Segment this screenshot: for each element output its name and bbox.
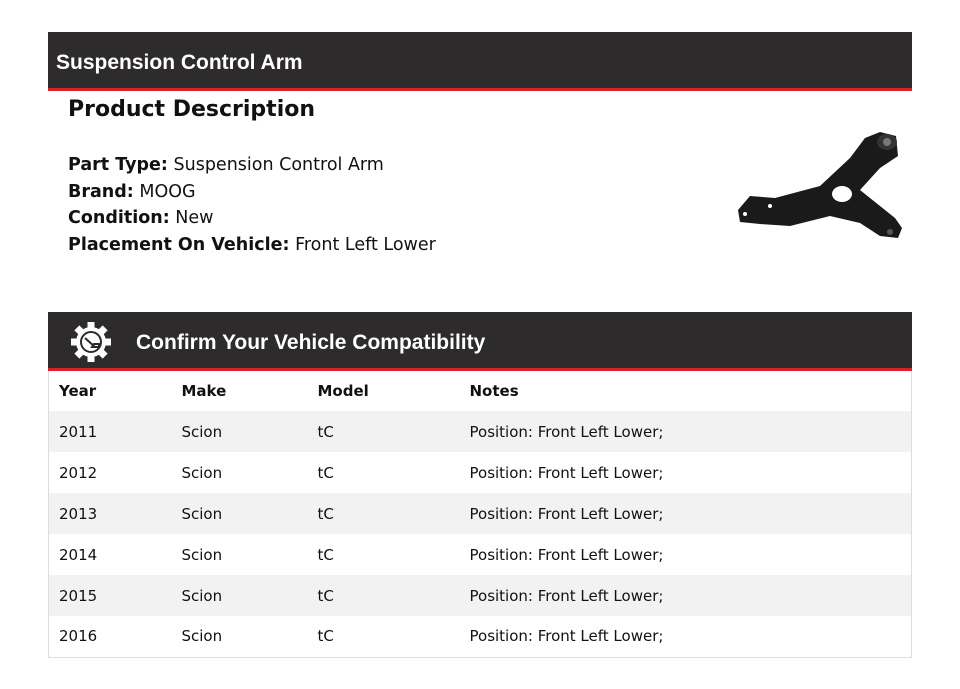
cell-model: tC [317,422,334,441]
cell-make: Scion [181,545,223,564]
cell-year: 2015 [59,586,98,605]
field-part-type [68,152,436,179]
cell-year: 2014 [59,545,98,564]
cell-model: tC [317,463,334,482]
cell-year: 2012 [59,463,98,482]
field-value: MOOG [139,181,196,202]
cell-notes: Position: Front Left Lower; [469,545,664,564]
control-arm-image [730,128,910,243]
cell-year: 2011 [59,422,98,441]
field-label: Condition: [68,208,170,228]
table-row [49,493,912,534]
gear-icon [70,321,112,363]
title-bar [48,32,912,91]
cell-model: tC [317,545,334,564]
table-row [49,616,912,657]
column-header-notes: Notes [469,382,519,400]
field-label: Placement On Vehicle: [68,234,290,255]
cell-make: Scion [181,463,223,482]
table-row [49,452,912,493]
field-condition [68,205,436,232]
column-header-year: Year [59,382,97,400]
cell-model: tC [317,627,334,646]
column-header-model: Model [317,382,369,400]
cell-model: tC [317,586,334,605]
table-row [49,534,912,575]
compatibility-table [48,371,912,658]
cell-notes: Position: Front Left Lower; [469,586,664,605]
cell-notes: Position: Front Left Lower; [469,463,664,482]
cell-make: Scion [181,586,223,605]
field-value: Front Left Lower [295,234,436,255]
cell-year: 2013 [59,504,98,523]
cell-notes: Position: Front Left Lower; [469,504,664,523]
column-header-make: Make [181,382,227,400]
compatibility-title: Confirm Your Vehicle Compatibility [136,331,486,354]
table-row [49,411,912,452]
field-value: New [175,208,214,228]
cell-make: Scion [181,504,223,523]
field-placement [68,232,436,259]
field-brand [68,179,436,206]
cell-make: Scion [181,627,223,646]
product-title: Suspension Control Arm [56,51,303,74]
field-label: Part Type: [68,155,168,175]
cell-make: Scion [181,422,223,441]
field-value: Suspension Control Arm [173,155,384,175]
section-heading: Product Description [68,97,316,122]
cell-model: tC [317,504,334,523]
table-header-row [49,371,912,411]
product-description [68,152,436,258]
cell-year: 2016 [59,627,98,646]
cell-notes: Position: Front Left Lower; [469,627,664,646]
field-label: Brand: [68,181,134,202]
cell-notes: Position: Front Left Lower; [469,422,664,441]
table-row [49,575,912,616]
compatibility-bar [48,312,912,371]
